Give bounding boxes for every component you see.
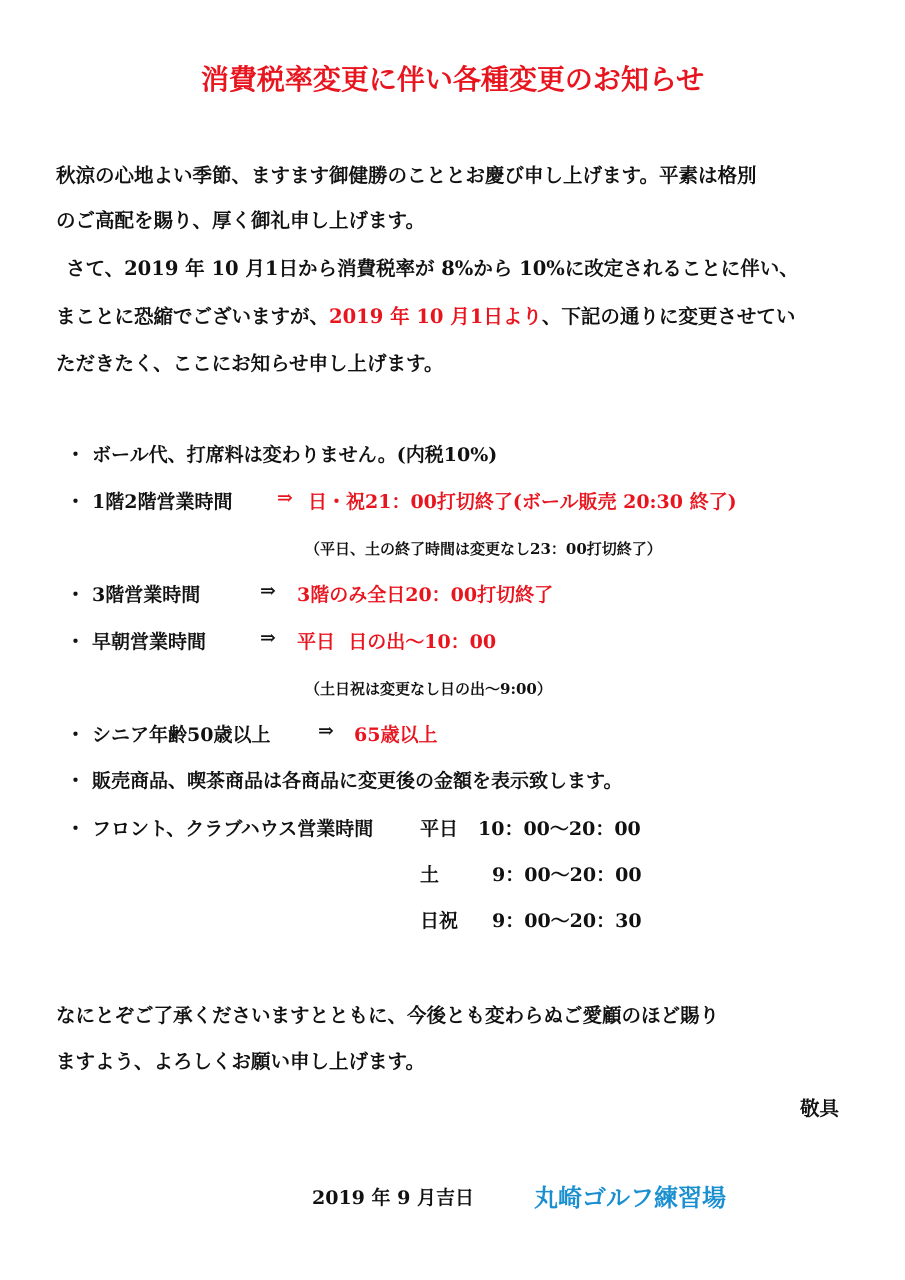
intro-line [56, 301, 795, 329]
bullet-mark: ・ [66, 444, 86, 466]
bullet-mark: ・ [66, 584, 86, 606]
list-item [66, 627, 206, 654]
item-text: ボール代、打席料は変わりません。(内税10%) [92, 444, 498, 466]
arrow-icon: ⇒ [277, 487, 293, 509]
item-label: 1階2階営業時間 [92, 491, 233, 513]
intro-line: ただきたく、ここにお知らせ申し上げます。 [56, 352, 444, 375]
hours-time: 9：00～20：00 [492, 864, 642, 886]
hours-day: 土 [420, 864, 440, 886]
item-label: フロント、クラブハウス営業時間 [92, 818, 374, 840]
bullet-mark: ・ [66, 724, 86, 746]
intro-line: 秋涼の心地よい季節、ますます御健勝のこととお慶び申し上げます。平素は格別 [56, 164, 757, 187]
bullet-mark: ・ [66, 818, 86, 840]
arrow-icon: ⇒ [260, 627, 276, 649]
bullet-mark: ・ [66, 491, 86, 513]
intro-line: のご高配を賜り、厚く御礼申し上げます。 [56, 209, 425, 232]
arrow-icon: ⇒ [318, 720, 334, 742]
closing-line: なにとぞご了承くださいますとともに、今後とも変わらぬご愛顧のほど賜り [56, 1004, 720, 1027]
item-note: （平日、土の終了時間は変更なし23：00打切終了） [305, 540, 662, 558]
list-item [66, 580, 200, 607]
list-item [66, 814, 373, 841]
list-item [66, 766, 622, 793]
list-item [66, 720, 270, 747]
item-value: 平日 日の出～10：00 [297, 631, 497, 653]
bullet-mark: ・ [66, 770, 86, 792]
item-note: （土日祝は変更なし日の出～9:00） [305, 680, 552, 698]
issue-date: 2019 年 9 月吉日 [312, 1187, 474, 1209]
list-item [66, 440, 497, 467]
closing-sign: 敬具 [800, 1097, 840, 1120]
item-value: 日・祝21：00打切終了(ボール販売 20:30 終了) [308, 491, 737, 513]
item-label: 早朝営業時間 [92, 631, 207, 653]
item-label: シニア年齢50歳以上 [92, 724, 271, 746]
item-value: 3階のみ全日20：00打切終了 [297, 584, 554, 606]
hours-time: 10：00～20：00 [478, 818, 641, 840]
effective-date: 2019 年 10 月1日より [329, 305, 542, 328]
intro-text: まことに恐縮でございますが、 [56, 305, 330, 328]
page-title: 消費税率変更に伴い各種変更のお知らせ [200, 63, 705, 96]
item-value: 65歳以上 [354, 724, 438, 746]
hours-day: 平日 [420, 818, 459, 840]
item-label: 3階営業時間 [92, 584, 201, 606]
organization-name: 丸崎ゴルフ練習場 [534, 1183, 726, 1212]
arrow-icon: ⇒ [260, 580, 276, 602]
intro-line: さて、2019 年 10 月1日から消費税率が 8%から 10%に改定されることに伴い、 [66, 257, 799, 280]
hours-day: 日祝 [420, 910, 459, 932]
hours-time: 9：00～20：30 [492, 910, 642, 932]
intro-text: 、下記の通りに変更させてい [541, 305, 796, 328]
bullet-mark: ・ [66, 631, 86, 653]
list-item [66, 487, 232, 514]
item-text: 販売商品、喫茶商品は各商品に変更後の金額を表示致します。 [92, 770, 623, 792]
closing-line: ますよう、よろしくお願い申し上げます。 [56, 1050, 425, 1073]
